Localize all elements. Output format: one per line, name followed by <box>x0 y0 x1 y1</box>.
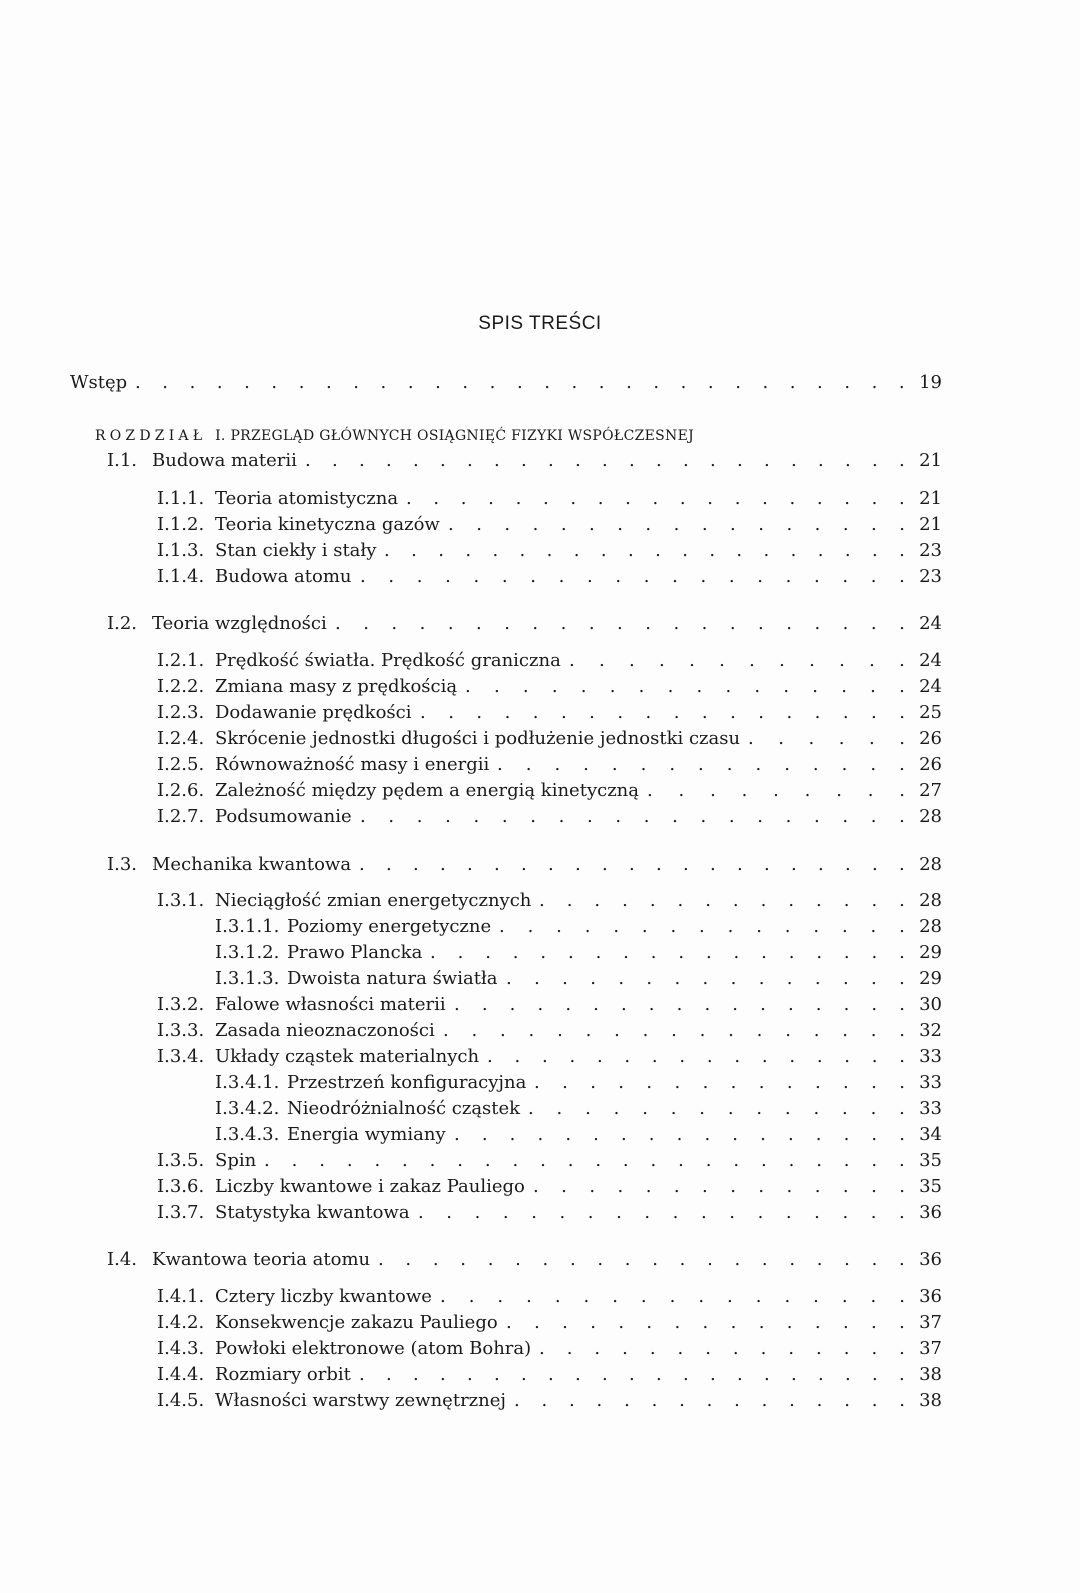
dot-leader: . . . . . . . . . . . . . . . . . <box>454 994 905 1015</box>
toc-entry-number: I.2.5. <box>157 754 205 775</box>
toc-entry-text: Zasada nieoznaczoności <box>215 1020 435 1041</box>
toc-entry-text: Nieciągłość zmian energetycznych <box>215 890 532 911</box>
chapter-title: PRZEGLĄD GŁÓWNYCH OSIĄGNIĘĆ FIZYKI WSPÓŁCZESNEJ <box>230 428 695 444</box>
dot-leader: . . . . . . . . . . . . . . . <box>506 968 905 989</box>
toc-entry-text: Nieodróżnialność cząstek <box>287 1098 521 1119</box>
dot-leader: . . . . . . . . . . . . . . <box>534 1072 905 1093</box>
toc-page-number: 28 <box>919 854 942 875</box>
toc-page-number: 27 <box>919 780 942 801</box>
toc-entry-text: Prawo Plancka <box>287 942 423 963</box>
toc-page-number: 34 <box>919 1124 942 1145</box>
toc-entry-text: Podsumowanie <box>215 806 352 827</box>
dot-leader: . . . . . . . . . . . . <box>569 650 905 671</box>
toc-page-number: 28 <box>919 916 942 937</box>
toc-entry-number: I.2.3. <box>157 702 205 723</box>
toc-entry-number: I.2.7. <box>157 806 205 827</box>
dot-leader: . . . . . . . . . . . . . . . . . . . . . <box>359 1364 905 1385</box>
toc-entry-number: I.3.1. <box>157 890 205 911</box>
toc-entry-number: I.3.1.3. <box>215 968 280 989</box>
toc-entry-number: I.3.1.1. <box>215 916 280 937</box>
toc-page-number: 28 <box>919 806 942 827</box>
dot-leader: . . . . . . . . . . . . . . . <box>506 1312 905 1333</box>
toc-page-number: 32 <box>919 1020 942 1041</box>
toc-page-number: 26 <box>919 754 942 775</box>
toc-entry[interactable] <box>107 853 942 877</box>
dot-leader: . . . . . . . . . . . . . . <box>539 890 905 911</box>
toc-page-number: 37 <box>919 1312 942 1333</box>
toc-page-number: 33 <box>919 1072 942 1093</box>
toc-entry-text: Dwoista natura światła <box>287 968 498 989</box>
toc-page-number: 29 <box>919 968 942 989</box>
toc-page-number: 30 <box>919 994 942 1015</box>
toc-entry-number: I.2.4. <box>157 728 205 749</box>
toc-entry-number: I.4.3. <box>157 1338 205 1359</box>
toc-entry[interactable] <box>157 889 942 913</box>
toc-entry-number: I.3.4. <box>157 1046 205 1067</box>
toc-entry-text: Przestrzeń konfiguracyjna <box>287 1072 527 1093</box>
toc-page-number: 37 <box>919 1338 942 1359</box>
toc-page-number: 24 <box>919 676 942 697</box>
toc-entry[interactable] <box>157 779 942 803</box>
toc-entry-text: Liczby kwantowe i zakaz Pauliego <box>215 1176 525 1197</box>
dot-leader: . . . . . . . . . . . . . . . . . . . . . . . . <box>264 1150 905 1171</box>
toc-entry[interactable] <box>157 487 942 511</box>
dot-leader: . . . . . . . . . . . . . . . . . . . . <box>384 540 905 561</box>
toc-entry-text: Teoria atomistyczna <box>215 488 399 509</box>
toc-entry-text: Mechanika kwantowa <box>152 854 352 875</box>
dot-leader: . . . . . . . . . . . . . . . . . <box>440 1286 905 1307</box>
toc-entry-text: Układy cząstek materialnych <box>215 1046 480 1067</box>
toc-entry-number: I.1.2. <box>157 514 205 535</box>
toc-entry[interactable] <box>157 1285 942 1309</box>
toc-entry-text: Poziomy energetyczne <box>287 916 492 937</box>
toc-entry[interactable] <box>157 1149 942 1173</box>
toc-entry[interactable] <box>157 1311 942 1335</box>
chapter-prefix: ROZDZIAŁ <box>95 428 207 444</box>
toc-page-number: 36 <box>919 1286 942 1307</box>
toc-entry-text: Cztery liczby kwantowe <box>215 1286 432 1307</box>
toc-entry-text: Teoria względności <box>152 613 327 634</box>
dot-leader: . . . . . . . . . . . . . . . . . . . . . . . <box>305 450 905 471</box>
toc-entry-number: I.4.4. <box>157 1364 205 1385</box>
toc-entry[interactable] <box>157 701 942 725</box>
toc-page-number: 36 <box>919 1249 942 1270</box>
toc-entry-number: I.3.1.2. <box>215 942 280 963</box>
toc-entry-text: Budowa materii <box>152 450 297 471</box>
toc-entry-text: Budowa atomu <box>215 566 352 587</box>
toc-entry-number: I.4.2. <box>157 1312 205 1333</box>
toc-entry-text: Dodawanie prędkości <box>215 702 412 723</box>
toc-entry-intro[interactable] <box>70 371 942 395</box>
dot-leader: . . . . . . . . . . . . . . <box>528 1098 905 1119</box>
dot-leader: . . . . . . . . . . . . . . . . <box>465 676 905 697</box>
toc-entry[interactable] <box>157 565 942 589</box>
chapter-number: I. <box>215 428 226 444</box>
dot-leader: . . . . . . . . . . . . . . . . . . . . . <box>335 613 905 634</box>
toc-entry[interactable] <box>157 1389 942 1413</box>
dot-leader: . . . . . . . . . . . . . . . <box>499 916 905 937</box>
toc-entry-number: I.3.2. <box>157 994 205 1015</box>
toc-entry[interactable] <box>157 1201 942 1225</box>
toc-entry[interactable] <box>157 1019 942 1043</box>
toc-entry-text: Zmiana masy z prędkością <box>215 676 458 697</box>
toc-entry-number: I.4.1. <box>157 1286 205 1307</box>
toc-entry[interactable] <box>215 1123 942 1147</box>
toc-entry[interactable] <box>157 1363 942 1387</box>
toc-entry[interactable] <box>107 1248 942 1272</box>
dot-leader: . . . . . . . . . . . . . . . . . . . . . . . . . . . . . <box>135 372 905 393</box>
toc-entry-text: Skrócenie jednostki długości i podłużenie jednostki czasu <box>215 728 741 749</box>
toc-entry-text: Zależność między pędem a energią kinetyczną <box>215 780 640 801</box>
toc-page-number: 38 <box>919 1364 942 1385</box>
toc-entry-number: I.1.3. <box>157 540 205 561</box>
toc-entry-number: I.2.1. <box>157 650 205 671</box>
toc-entry[interactable] <box>157 649 942 673</box>
toc-entry-number: I.4.5. <box>157 1390 205 1411</box>
dot-leader: . . . . . . . . . . . . . . <box>539 1338 905 1359</box>
toc-entry[interactable] <box>157 539 942 563</box>
toc-entry[interactable] <box>215 941 942 965</box>
toc-entry-text: Własności warstwy zewnętrznej <box>215 1390 506 1411</box>
dot-leader: . . . . . . . . . . . . . . . . . <box>443 1020 905 1041</box>
dot-leader: . . . . . . . . . . . . . . . . . . . <box>406 488 905 509</box>
toc-entry[interactable] <box>157 1337 942 1361</box>
toc-entry-number: I.3.4.3. <box>215 1124 280 1145</box>
toc-page-number: 33 <box>919 1046 942 1067</box>
toc-page-number: 29 <box>919 942 942 963</box>
toc-page-number: 35 <box>919 1150 942 1171</box>
toc-entry-number: I.1.4. <box>157 566 205 587</box>
toc-entry[interactable] <box>157 1045 942 1069</box>
dot-leader: . . . . . . . . . . . . . . . . . . . . <box>360 566 905 587</box>
dot-leader: . . . . . . . . . . . . . . . . . <box>454 1124 905 1145</box>
toc-page-number: 28 <box>919 890 942 911</box>
toc-entry-text: Konsekwencje zakazu Pauliego <box>215 1312 498 1333</box>
toc-entry[interactable] <box>157 727 942 751</box>
chapter-heading <box>95 428 694 444</box>
toc-entry-number: I.1.1. <box>157 488 205 509</box>
dot-leader: . . . . . . . . . . . . . . . <box>497 754 905 775</box>
toc-page-number: 19 <box>919 372 942 393</box>
toc-entry-text: Spin <box>215 1150 257 1171</box>
toc-entry-number: I.4. <box>107 1249 138 1270</box>
toc-entry-text: Prędkość światła. Prędkość graniczna <box>215 650 561 671</box>
toc-entry-text: Powłoki elektronowe (atom Bohra) <box>215 1338 532 1359</box>
toc-entry[interactable] <box>157 753 942 777</box>
dot-leader: . . . . . . . . . . . . . . . . . . . . . <box>359 854 905 875</box>
toc-entry[interactable] <box>157 805 942 829</box>
toc-entry[interactable] <box>157 675 942 699</box>
toc-entry-number: I.3.4.2. <box>215 1098 280 1119</box>
toc-page-number: 38 <box>919 1390 942 1411</box>
toc-page-number: 36 <box>919 1202 942 1223</box>
toc-entry-number: I.2.6. <box>157 780 205 801</box>
toc-entry-number: I.2. <box>107 613 138 634</box>
toc-entry[interactable] <box>157 1175 942 1199</box>
dot-leader: . . . . . . . . . . . . . . . . . . <box>430 942 905 963</box>
toc-entry-text: Rozmiary orbit <box>215 1364 351 1385</box>
toc-page-number: 21 <box>919 514 942 535</box>
toc-page-number: 33 <box>919 1098 942 1119</box>
toc-entry-text: Falowe własności materii <box>215 994 446 1015</box>
toc-entry-text: Równoważność masy i energii <box>215 754 490 775</box>
toc-entry-number: I.3.3. <box>157 1020 205 1041</box>
dot-leader: . . . . . . . . . . . . . . . . . . . . <box>378 1249 905 1270</box>
toc-entry-text: Statystyka kwantowa <box>215 1202 410 1223</box>
toc-entry-number: I.3.4.1. <box>215 1072 280 1093</box>
page-title: SPIS TREŚCI <box>478 313 602 334</box>
dot-leader: . . . . . . . . . . . . . . . . . . . . <box>360 806 905 827</box>
dot-leader: . . . . . . . . . . . . . . . <box>514 1390 905 1411</box>
toc-entry[interactable] <box>157 993 942 1017</box>
toc-entry[interactable] <box>215 1097 942 1121</box>
toc-entry[interactable] <box>215 1071 942 1095</box>
toc-entry-number: I.3. <box>107 854 138 875</box>
toc-page-number: 23 <box>919 540 942 561</box>
toc-page-number: 23 <box>919 566 942 587</box>
toc-entry-number: I.1. <box>107 450 138 471</box>
toc-page-number: 21 <box>919 488 942 509</box>
dot-leader: . . . . . . . . . . . . . . <box>533 1176 905 1197</box>
dot-leader: . . . . . . <box>748 728 905 749</box>
toc-page-number: 35 <box>919 1176 942 1197</box>
toc-page-number: 24 <box>919 650 942 671</box>
dot-leader: . . . . . . . . . . . . . . . . . . <box>420 702 905 723</box>
dot-leader: . . . . . . . . . <box>647 780 905 801</box>
toc-entry-text: Teoria kinetyczna gazów <box>215 514 440 535</box>
toc-entry-number: I.2.2. <box>157 676 205 697</box>
toc-entry-number: I.3.5. <box>157 1150 205 1171</box>
dot-leader: . . . . . . . . . . . . . . . . <box>487 1046 905 1067</box>
toc-entry-text: Kwantowa teoria atomu <box>152 1249 371 1270</box>
toc-entry-text: Stan ciekły i stały <box>215 540 377 561</box>
toc-entry[interactable] <box>157 513 942 537</box>
toc-page-number: 21 <box>919 450 942 471</box>
toc-page-number: 26 <box>919 728 942 749</box>
toc-page-number: 25 <box>919 702 942 723</box>
toc-entry-text: Wstęp <box>70 372 128 393</box>
toc-entry-text: Energia wymiany <box>287 1124 446 1145</box>
dot-leader: . . . . . . . . . . . . . . . . . . <box>418 1202 905 1223</box>
toc-entry[interactable] <box>107 449 942 473</box>
toc-entry-number: I.3.7. <box>157 1202 205 1223</box>
dot-leader: . . . . . . . . . . . . . . . . . <box>448 514 905 535</box>
toc-entry[interactable] <box>215 967 942 991</box>
toc-entry[interactable] <box>215 915 942 939</box>
toc-entry[interactable] <box>107 612 942 636</box>
toc-page-number: 24 <box>919 613 942 634</box>
toc-entry-number: I.3.6. <box>157 1176 205 1197</box>
